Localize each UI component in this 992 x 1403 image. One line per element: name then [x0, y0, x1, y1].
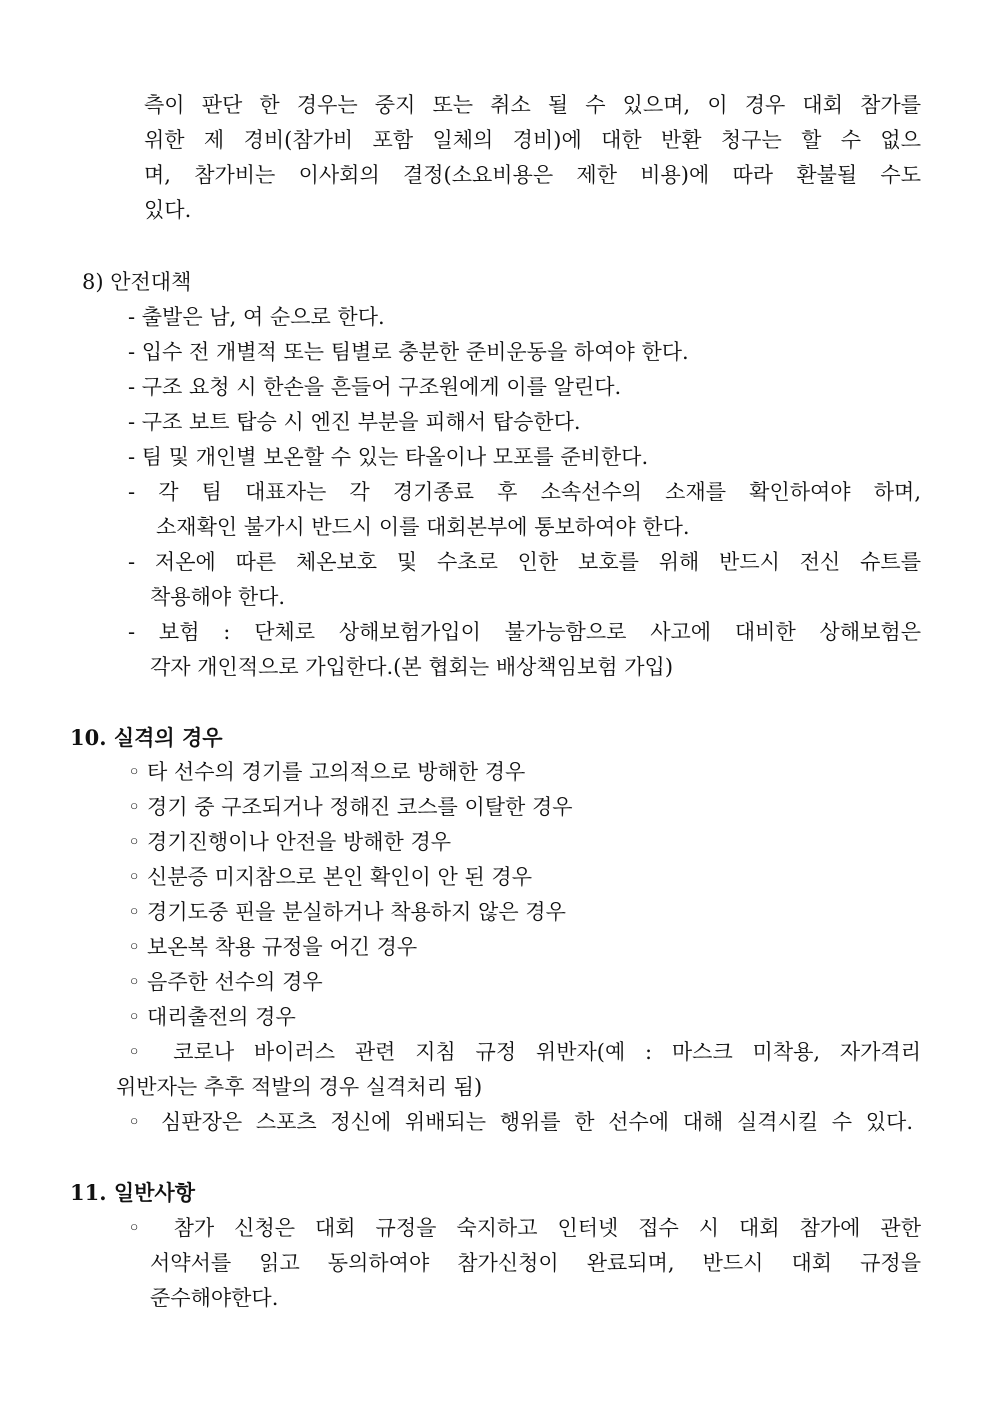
disqualification-item-3: ◦ 경기진행이나 안전을 방해한 경우 — [128, 830, 452, 854]
intro-line-1: 측이 판단 한 경우는 중지 또는 취소 될 수 있으며, 이 경우 대회 참가를 — [144, 93, 921, 117]
disqualification-item-7: ◦ 음주한 선수의 경우 — [128, 970, 323, 994]
disqualification-item-6: ◦ 보온복 착용 규정을 어긴 경우 — [128, 935, 418, 959]
safety-item-5: - 팀 및 개인별 보온할 수 있는 타올이나 모포를 준비한다. — [128, 445, 649, 469]
intro-line-3: 며, 참가비는 이사회의 결정(소요비용은 제한 비용)에 따라 환불될 수도 — [144, 163, 921, 187]
intro-line-4: 있다. — [144, 198, 192, 222]
safety-item-1: - 출발은 남, 여 순으로 한다. — [128, 305, 385, 329]
safety-item-7: - 저온에 따른 체온보호 및 수초로 인한 보호를 위해 반드시 전신 슈트를 — [128, 550, 921, 574]
disqualification-item-1: ◦ 타 선수의 경기를 고의적으로 방해한 경우 — [128, 760, 526, 784]
disqualification-item-4: ◦ 신분증 미지참으로 본인 확인이 안 된 경우 — [128, 865, 532, 889]
safety-item-8-cont: 각자 개인적으로 가입한다.(본 협회는 배상책임보험 가입) — [150, 655, 674, 679]
safety-item-3: - 구조 요청 시 한손을 흔들어 구조원에게 이를 알린다. — [128, 375, 622, 399]
safety-item-4: - 구조 보트 탑승 시 엔진 부분을 피해서 탑승한다. — [128, 410, 581, 434]
disqualification-item-2: ◦ 경기 중 구조되거나 정해진 코스를 이탈한 경우 — [128, 795, 573, 819]
safety-item-6: - 각 팀 대표자는 각 경기종료 후 소속선수의 소재를 확인하여야 하며, — [128, 480, 921, 504]
safety-item-6-cont: 소재확인 불가시 반드시 이를 대회본부에 통보하여야 한다. — [156, 515, 690, 539]
general-heading: 11. 일반사항 — [70, 1180, 195, 1205]
safety-heading: 8) 안전대책 — [82, 270, 192, 294]
disqualification-item-5: ◦ 경기도중 핀을 분실하거나 착용하지 않은 경우 — [128, 900, 566, 924]
disqualification-item-8: ◦ 대리출전의 경우 — [128, 1005, 296, 1029]
disqualification-item-9-cont: 위반자는 추후 적발의 경우 실격처리 됨) — [116, 1075, 483, 1099]
safety-item-7-cont: 착용해야 한다. — [150, 585, 286, 609]
disqualification-item-10: ◦ 심판장은 스포츠 정신에 위배되는 행위를 한 선수에 대해 실격시킬 수 있다. — [128, 1110, 913, 1134]
general-item-1: ◦ 참가 신청은 대회 규정을 숙지하고 인터넷 접수 시 대회 참가에 관한 — [128, 1216, 921, 1240]
disqualification-heading: 10. 실격의 경우 — [70, 725, 223, 750]
intro-line-2: 위한 제 경비(참가비 포함 일체의 경비)에 대한 반환 청구는 할 수 없으 — [144, 128, 921, 152]
safety-item-2: - 입수 전 개별적 또는 팀별로 충분한 준비운동을 하여야 한다. — [128, 340, 689, 364]
safety-item-8: - 보험 : 단체로 상해보험가입이 불가능함으로 사고에 대비한 상해보험은 — [128, 620, 921, 644]
general-item-1-cont-2: 준수해야한다. — [150, 1286, 279, 1310]
general-item-1-cont-1: 서약서를 읽고 동의하여야 참가신청이 완료되며, 반드시 대회 규정을 — [150, 1251, 921, 1275]
disqualification-item-9: ◦ 코로나 바이러스 관련 지침 규정 위반자(예 : 마스크 미착용, 자가격리 — [128, 1040, 921, 1064]
